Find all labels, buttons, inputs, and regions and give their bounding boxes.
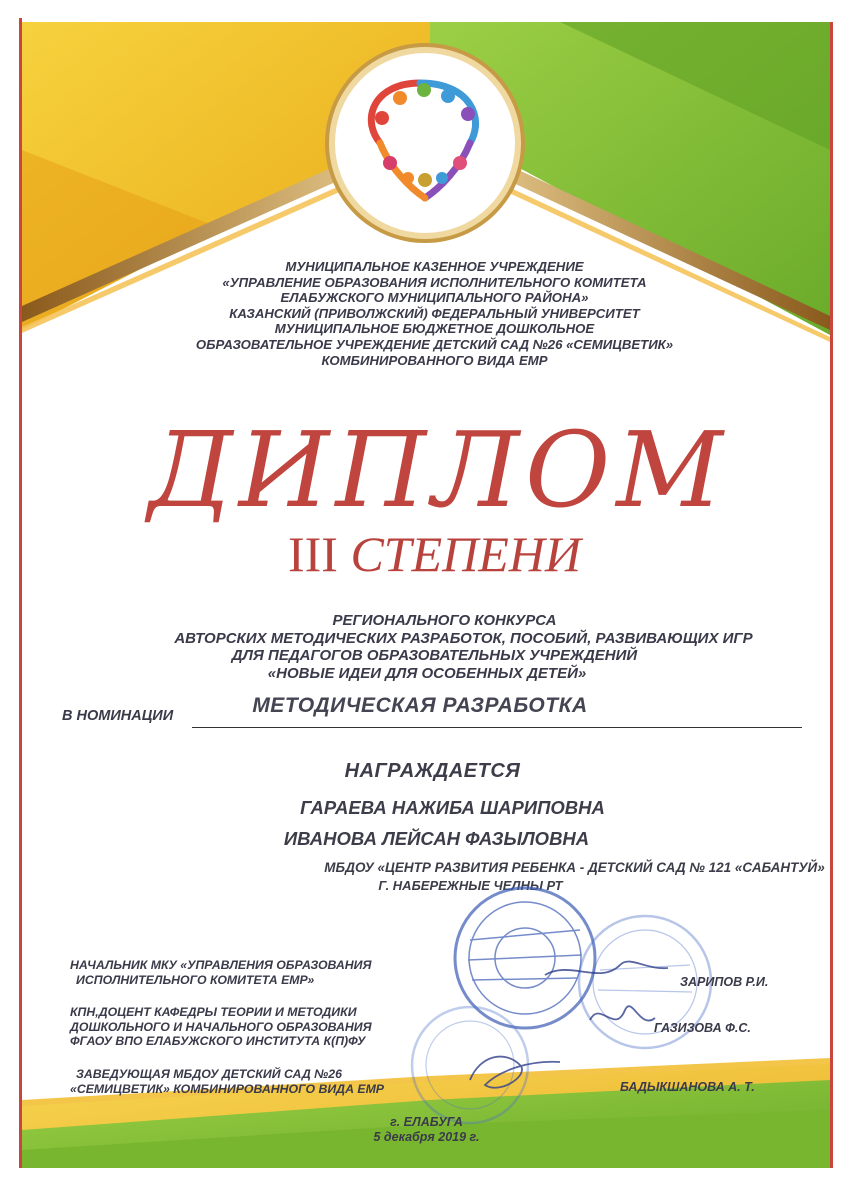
signatory-name: ГАЗИЗОВА Ф.С. [654,1021,751,1035]
contest-line: АВТОРСКИХ МЕТОДИЧЕСКИХ РАЗРАБОТОК, ПОСОБИЙ, РАЗВИВАЮЩИХ ИГР [174,629,753,647]
organizer-line: ЕЛАБУЖСКОГО МУНИЦИПАЛЬНОГО РАЙОНА» [280,290,589,306]
organizer-line: МУНИЦИПАЛЬНОЕ БЮДЖЕТНОЕ ДОШКОЛЬНОЕ [274,321,595,337]
organizer-line: МУНИЦИПАЛЬНОЕ КАЗЕННОЕ УЧРЕЖДЕНИЕ [285,259,584,274]
organizer-line: «УПРАВЛЕНИЕ ОБРАЗОВАНИЯ ИСПОЛНИТЕЛЬНОГО КОМИТЕТА [222,274,647,290]
date-label: 5 декабря 2019 г. [373,1130,480,1144]
diploma-title: ДИПЛОМ [148,409,729,531]
recipient-name: ГАРАЕВА НАЖИБА ШАРИПОВНА [300,797,605,818]
recipient-name: ИВАНОВА ЛЕЙСАН ФАЗЫЛОВНА [283,828,590,849]
signatory-name: ЗАРИПОВ Р.И. [680,975,769,989]
organizer-line: КОМБИНИРОВАННОГО ВИДА ЕМР [321,352,548,368]
recipient-city: Г. НАБЕРЕЖНЫЕ ЧЕЛНЫ РТ [378,878,563,893]
place-label: г. ЕЛАБУГА [390,1115,463,1129]
nomination-label: В НОМИНАЦИИ [62,708,174,724]
contest-line: ДЛЯ ПЕДАГОГОВ ОБРАЗОВАТЕЛЬНЫХ УЧРЕЖДЕНИЙ [231,647,638,664]
recipient-institution: МБДОУ «ЦЕНТР РАЗВИТИЯ РЕБЕНКА - ДЕТСКИЙ САД № 121 «САБАНТУЙ» [324,860,825,875]
degree-number: III [287,526,338,582]
degree-word: СТЕПЕНИ [350,526,582,582]
contest-line: «НОВЫЕ ИДЕИ ДЛЯ ОСОБЕННЫХ ДЕТЕЙ» [267,664,587,682]
nomination-value: МЕТОДИЧЕСКАЯ РАЗРАБОТКА [252,694,588,717]
signatory-position: КПН,ДОЦЕНТ КАФЕДРЫ ТЕОРИИ И МЕТОДИКИ ДОШКОЛЬНОГО И НАЧАЛЬНОГО ОБРАЗОВАНИЯ ФГАОУ ВПО ЕЛАБУЖСКОГО ИНСТИТУТА К(П)ФУ [70,1005,372,1048]
organizer-line: КАЗАНСКИЙ (ПРИВОЛЖСКИЙ) ФЕДЕРАЛЬНЫЙ УНИВЕРСИТЕТ [229,305,640,321]
awarded-label: НАГРАЖДАЕТСЯ [344,760,521,782]
signatory-position: НАЧАЛЬНИК МКУ «УПРАВЛЕНИЯ ОБРАЗОВАНИЯ ИСПОЛНИТЕЛЬНОГО КОМИТЕТА ЕМР» [70,958,372,987]
organizer-line: ОБРАЗОВАТЕЛЬНОЕ УЧРЕЖДЕНИЕ ДЕТСКИЙ САД №26 «СЕМИЦВЕТИК» [195,336,674,352]
signatory-position: ЗАВЕДУЮЩАЯ МБДОУ ДЕТСКИЙ САД №26 «СЕМИЦВЕТИК» КОМБИНИРОВАННОГО ВИДА ЕМР [70,1067,385,1096]
signatory-name: БАДЫКШАНОВА А. Т. [620,1080,755,1094]
contest-line: РЕГИОНАЛЬНОГО КОНКУРСА [332,612,557,629]
